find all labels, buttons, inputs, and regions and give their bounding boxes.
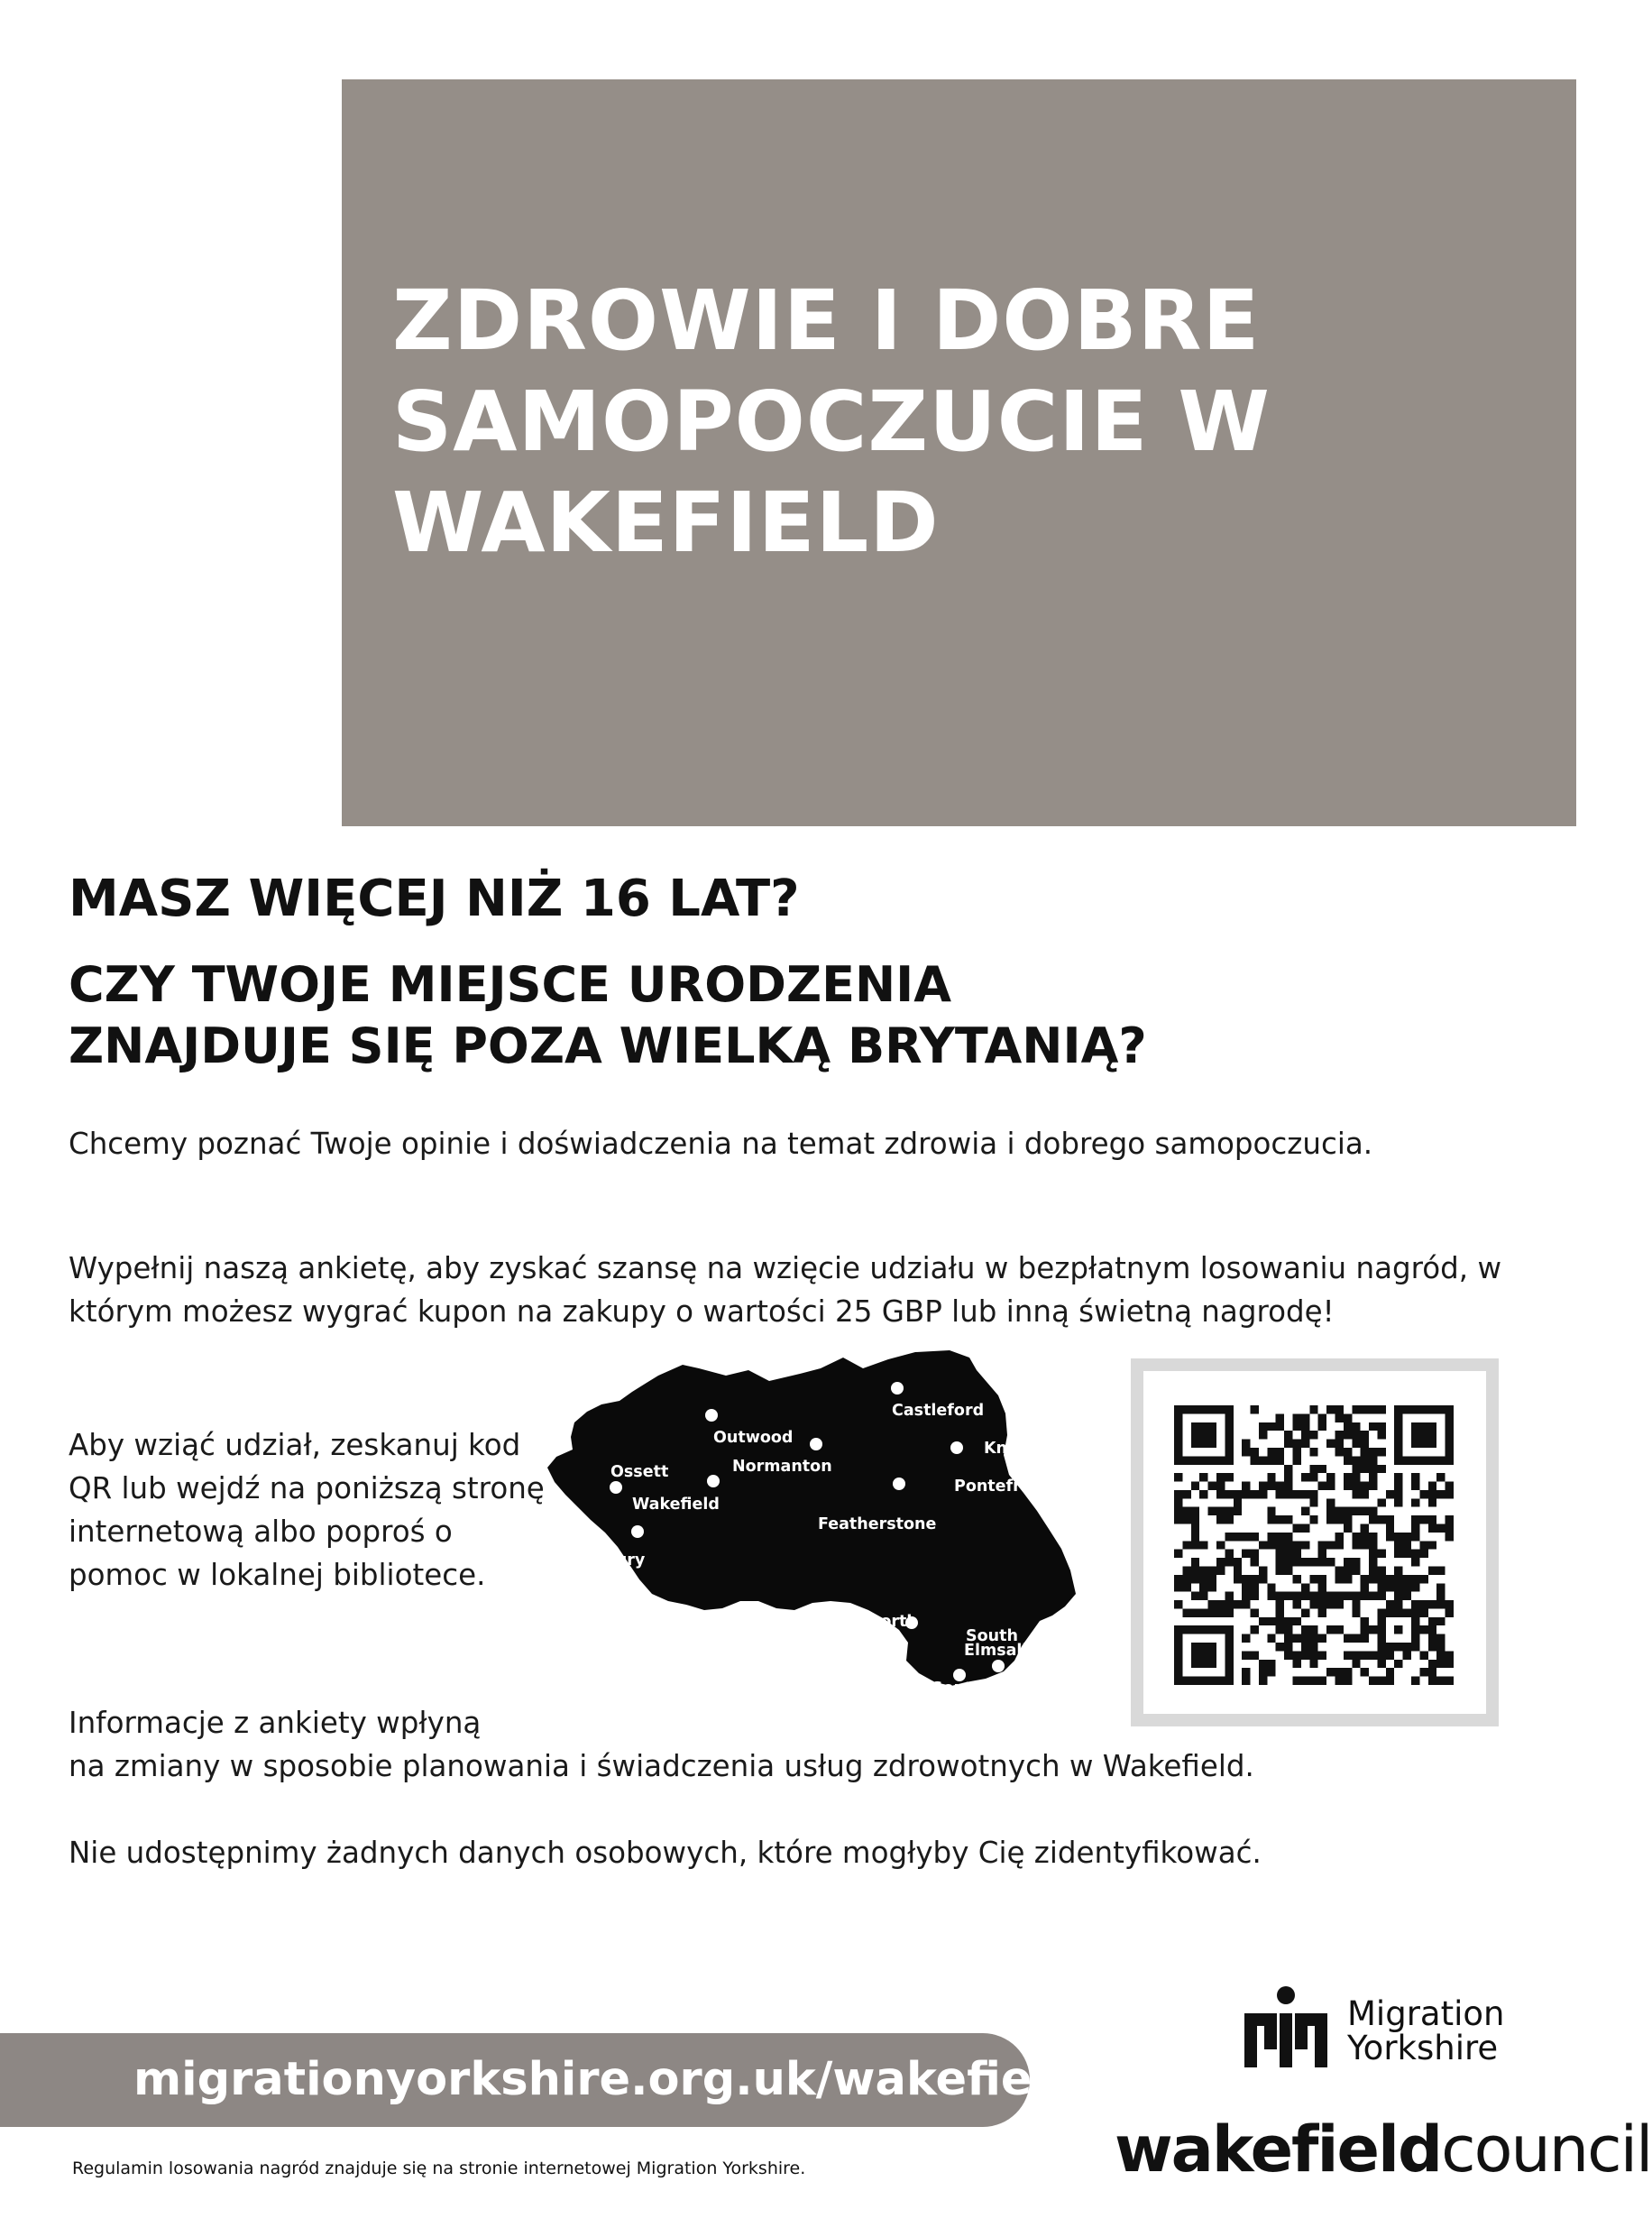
label-ossett: Ossett	[610, 1463, 669, 1481]
privacy-paragraph: Nie udostępnimy żadnych danych osobowych, które mogłyby Cię zidentyfikować.	[69, 1836, 1262, 1870]
marker-horbury	[631, 1525, 644, 1538]
survey-impact-line-1: Informacje z ankiety wpłyną	[69, 1706, 482, 1740]
qr-code-frame	[1131, 1358, 1499, 1726]
label-normanton: Normanton	[732, 1458, 832, 1476]
label-south-elmsall-1: South	[966, 1627, 1018, 1645]
marker-pontefract	[950, 1441, 963, 1454]
wakefield-council-logo	[1115, 2109, 1652, 2208]
marker-featherstone	[893, 1478, 905, 1490]
marker-normanton	[810, 1438, 822, 1450]
prize-paragraph: Wypełnij naszą ankietę, aby zyskać szansę na wzięcie udziału w bezpłatnym losowaniu nagród, w którym możesz wygrać kupon na zakupy o wartości 25 GBP lub inną świetną nagrodę!	[69, 1251, 1502, 1329]
label-hemsworth: Hemsworth	[816, 1613, 918, 1631]
label-south-kirkby-1: South	[932, 1680, 984, 1698]
qr-code-background	[1143, 1371, 1486, 1714]
prize-draw-terms-note: Regulamin losowania nagród znajduje się na stronie internetowej Migration Yorkshire.	[72, 2159, 806, 2178]
qr-code-icon[interactable]	[1174, 1405, 1454, 1685]
title-line-3: WAKEFIELD	[392, 474, 940, 571]
marker-ossett	[610, 1481, 622, 1494]
title-line-2: SAMOPOCZUCIE W	[392, 373, 1271, 470]
label-castleford: Castleford	[892, 1402, 985, 1420]
logo-word-council: council	[1441, 2113, 1652, 2186]
migration-yorkshire-logo-mark-icon	[1241, 1983, 1331, 2073]
logo-word-wakefield: wakefield	[1115, 2113, 1442, 2186]
hero-banner	[342, 79, 1576, 826]
label-horbury: Horbury	[573, 1551, 646, 1570]
website-banner[interactable]	[0, 2033, 1081, 2127]
logo-word-yorkshire: Yorkshire	[1347, 2029, 1499, 2067]
how-to-take-part-paragraph: Aby wziąć udział, zeskanuj kod QR lub wejdź na poniższą stronę internetową albo poproś o pomoc w lokalnej bibliotece.	[69, 1428, 545, 1592]
label-pontefract: Pontefract	[954, 1478, 1049, 1496]
label-knottingley: Knottingley	[984, 1440, 1088, 1458]
label-outwood: Outwood	[713, 1429, 794, 1447]
poster-title	[392, 271, 1546, 574]
age-question: MASZ WIĘCEJ NIŻ 16 LAT?	[69, 870, 800, 928]
label-wakefield: Wakefield	[632, 1496, 720, 1514]
label-featherstone: Featherstone	[818, 1515, 937, 1533]
birthplace-question-line-1: CZY TWOJE MIEJSCE URODZENIA	[69, 956, 952, 1013]
marker-outwood	[705, 1409, 718, 1422]
migration-yorkshire-wordmark	[1347, 1994, 1505, 2067]
website-url-link[interactable]: migrationyorkshire.org.uk/wakefield	[133, 2053, 1081, 2106]
birthplace-question	[69, 954, 1547, 1077]
wakefield-district-map	[546, 1349, 1088, 1727]
marker-south-elmsall	[992, 1660, 1005, 1672]
label-south-kirkby-2: Kirkby	[932, 1694, 989, 1712]
birthplace-question-line-2: ZNAJDUJE SIĘ POZA WIELKĄ BRYTANIĄ?	[69, 1017, 1147, 1074]
label-south-elmsall-2: Elmsall	[964, 1642, 1028, 1660]
survey-impact-line-2: na zmiany w sposobie planowania i świadczenia usług zdrowotnych w Wakefield.	[69, 1749, 1254, 1783]
migration-yorkshire-logo	[1241, 1983, 1538, 2076]
logo-word-migration: Migration	[1347, 1994, 1505, 2033]
marker-wakefield	[707, 1475, 720, 1487]
marker-knottingley	[1012, 1414, 1024, 1427]
intro-paragraph: Chcemy poznać Twoje opinie i doświadczenia na temat zdrowia i dobrego samopoczucia.	[69, 1127, 1373, 1161]
title-line-1: ZDROWIE I DOBRE	[392, 272, 1261, 369]
marker-castleford	[891, 1382, 904, 1395]
